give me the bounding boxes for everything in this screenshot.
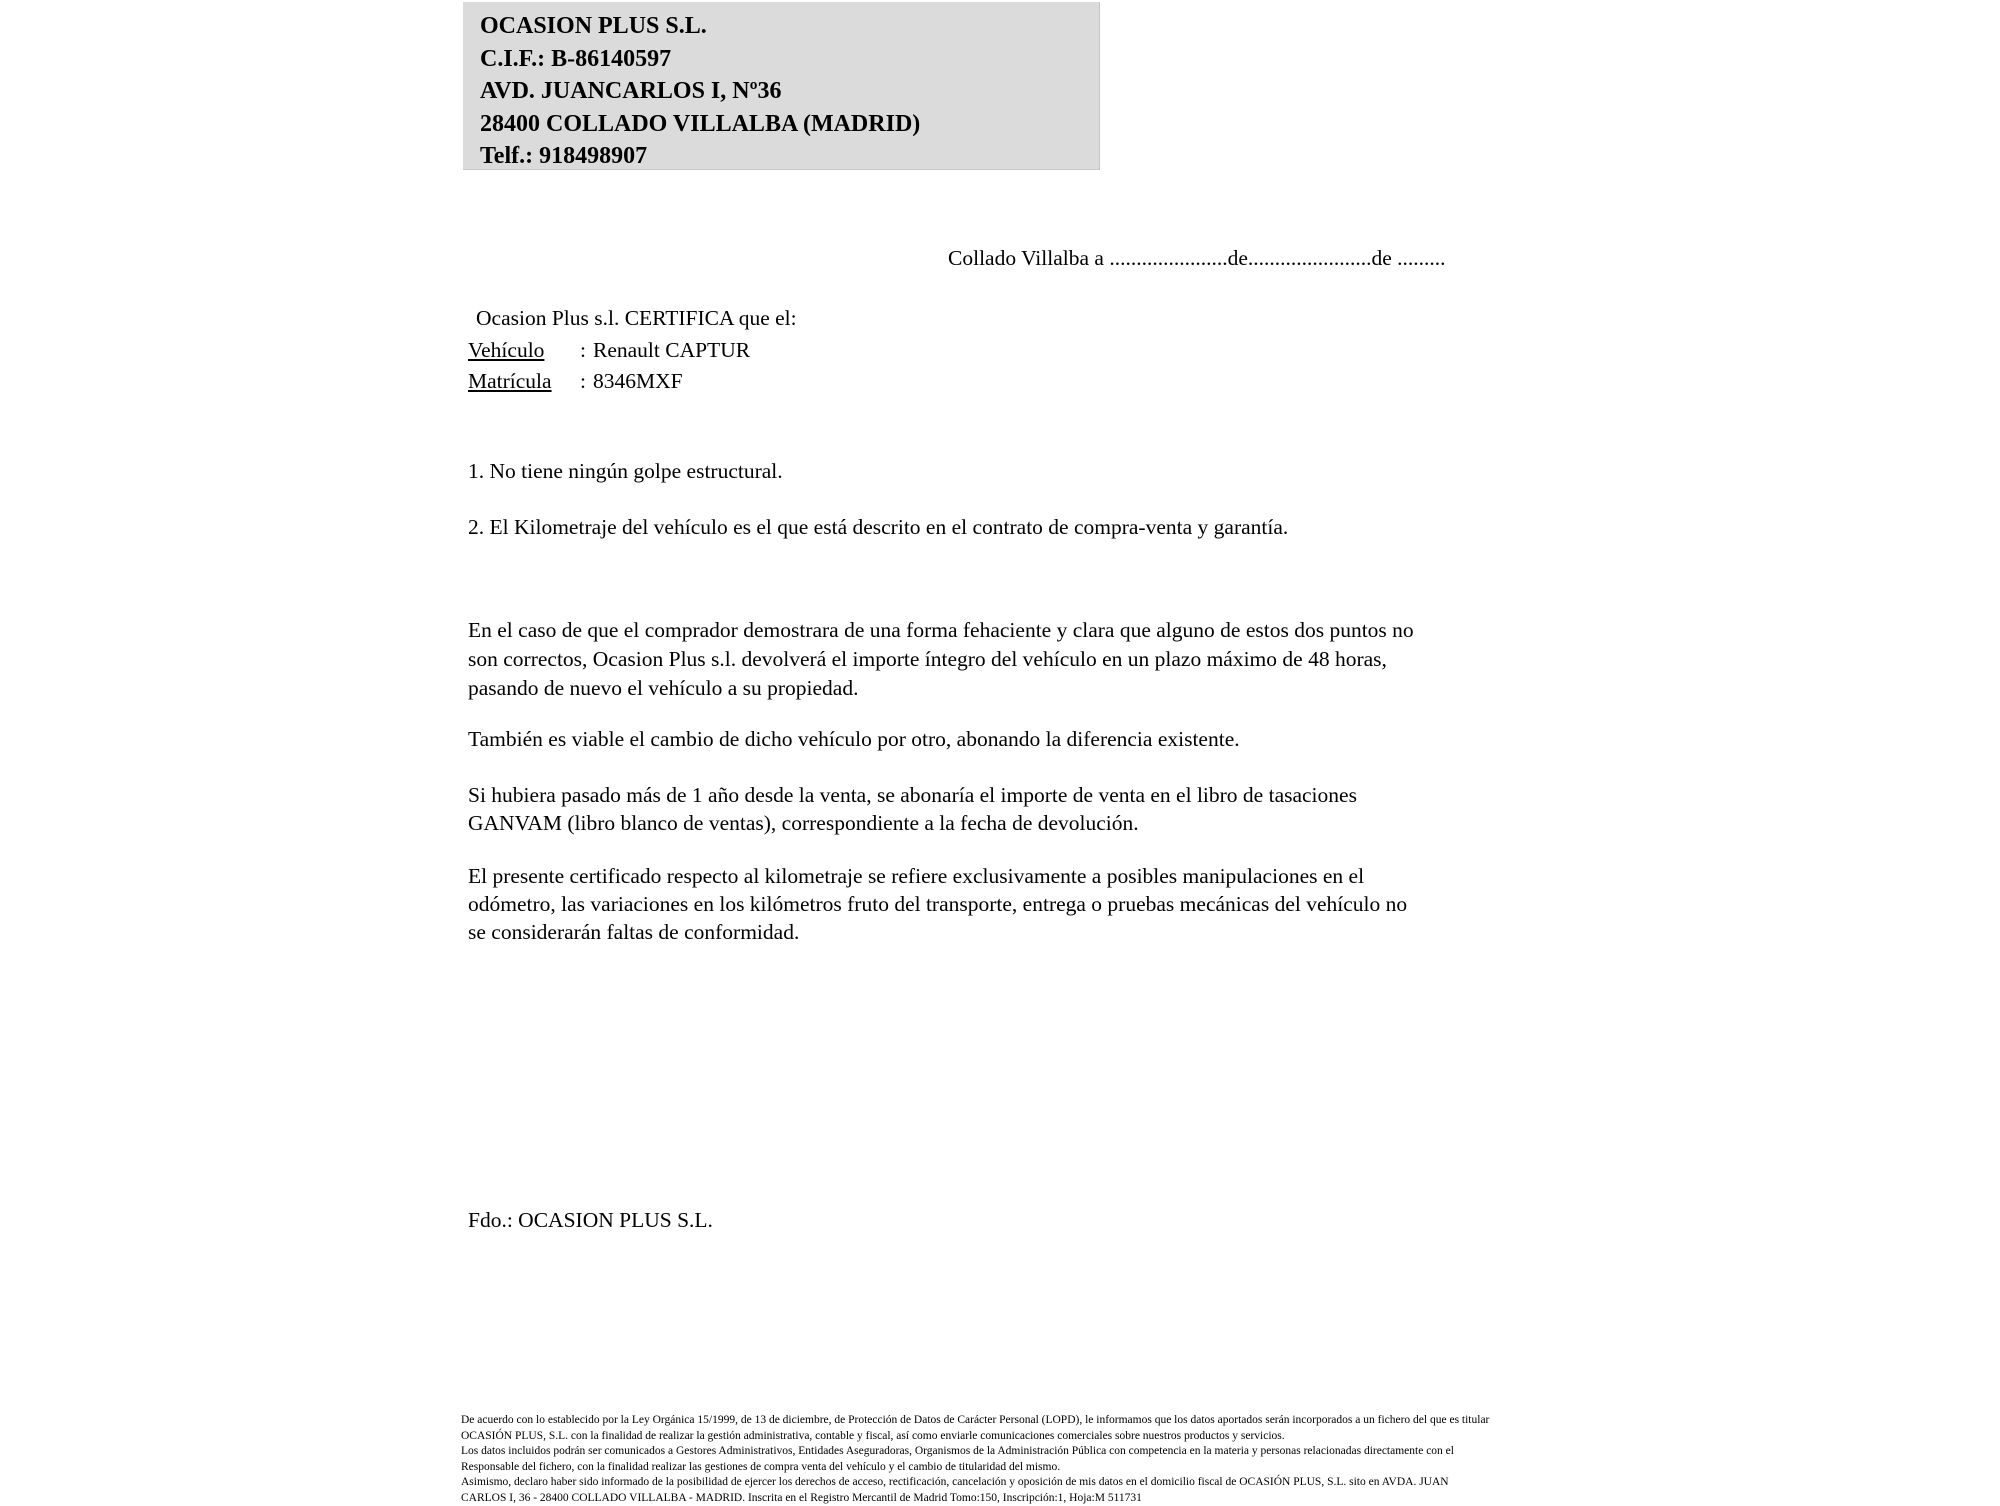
legal-footer-line: Responsable del fichero, con la finalidad realizar las gestiones de compra venta del vehículo y el cambio de titularidad del mismo. xyxy=(461,1460,1561,1476)
odometer-paragraph xyxy=(468,862,1407,946)
legal-footer xyxy=(461,1413,1561,1506)
signature-line: Fdo.: OCASION PLUS S.L. xyxy=(468,1206,713,1234)
refund-paragraph xyxy=(468,616,1414,703)
plate-value: 8346MXF xyxy=(586,369,683,393)
plate-label: Matrícula xyxy=(468,366,580,398)
paragraph-line: odómetro, las variaciones en los kilómetros fruto del transporte, entrega o pruebas mecánicas del vehículo no xyxy=(468,890,1407,918)
vehicle-value: Renault CAPTUR xyxy=(586,338,750,362)
exchange-paragraph xyxy=(468,725,1240,754)
vehicle-field xyxy=(468,335,797,367)
company-name: OCASION PLUS S.L. xyxy=(480,10,1099,43)
certified-point-2: 2. El Kilometraje del vehículo es el que está descrito en el contrato de compra-venta y garantía. xyxy=(468,513,1288,541)
paragraph-line: pasando de nuevo el vehículo a su propiedad. xyxy=(468,674,1414,703)
company-phone: Telf.: 918498907 xyxy=(480,140,1099,173)
paragraph-line: También es viable el cambio de dicho vehículo por otro, abonando la diferencia existente. xyxy=(468,725,1240,754)
company-address: AVD. JUANCARLOS I, Nº36 xyxy=(480,75,1099,108)
certificate-intro: Ocasion Plus s.l. CERTIFICA que el: xyxy=(468,303,797,335)
certified-point-1: 1. No tiene ningún golpe estructural. xyxy=(468,457,783,485)
legal-footer-line: Asimismo, declaro haber sido informado de la posibilidad de ejercer los derechos de acceso, rectificación, cancelación y oposición de mis datos en el domicilio fiscal de OCASIÓN PLUS, S.L. sito en AVDA. JUAN xyxy=(461,1475,1561,1491)
legal-footer-line: OCASIÓN PLUS, S.L. con la finalidad de realizar la gestión administrativa, contable y fiscal, así como enviarle comunicaciones comerciales sobre nuestros productos y servicios. xyxy=(461,1429,1561,1445)
company-cif: C.I.F.: B-86140597 xyxy=(480,43,1099,76)
vehicle-separator: : xyxy=(580,338,586,362)
paragraph-line: El presente certificado respecto al kilometraje se refiere exclusivamente a posibles manipulaciones en el xyxy=(468,862,1407,890)
paragraph-line: son correctos, Ocasion Plus s.l. devolverá el importe íntegro del vehículo en un plazo máximo de 48 horas, xyxy=(468,645,1414,674)
legal-footer-line: De acuerdo con lo establecido por la Ley Orgánica 15/1999, de 13 de diciembre, de Protección de Datos de Carácter Personal (LOPD), le informamos que los datos aportados serán incorporados a un fichero del que es titular xyxy=(461,1413,1561,1429)
legal-footer-line: CARLOS I, 36 - 28400 COLLADO VILLALBA - MADRID. Inscrita en el Registro Mercantil de Madrid Tomo:150, Inscripción:1, Hoja:M 511731 xyxy=(461,1491,1561,1506)
ganvam-paragraph xyxy=(468,781,1357,837)
paragraph-line: Si hubiera pasado más de 1 año desde la venta, se abonaría el importe de venta en el libro de tasaciones xyxy=(468,781,1357,809)
paragraph-line: GANVAM (libro blanco de ventas), correspondiente a la fecha de devolución. xyxy=(468,809,1357,837)
company-header-box xyxy=(463,2,1100,170)
certificate-block xyxy=(468,303,797,398)
legal-footer-line: Los datos incluidos podrán ser comunicados a Gestores Administrativos, Entidades Aseguradoras, Organismos de la Administración Pública con competencia en la materia y personas relacionadas directamente con el xyxy=(461,1444,1561,1460)
date-fill-in-line: Collado Villalba a ......................de.......................de ......... xyxy=(948,244,1446,272)
plate-field xyxy=(468,366,797,398)
vehicle-label: Vehículo xyxy=(468,335,580,367)
paragraph-line: se considerarán faltas de conformidad. xyxy=(468,918,1407,946)
plate-separator: : xyxy=(580,369,586,393)
paragraph-line: En el caso de que el comprador demostrara de una forma fehaciente y clara que alguno de estos dos puntos no xyxy=(468,616,1414,645)
company-city: 28400 COLLADO VILLALBA (MADRID) xyxy=(480,108,1099,141)
